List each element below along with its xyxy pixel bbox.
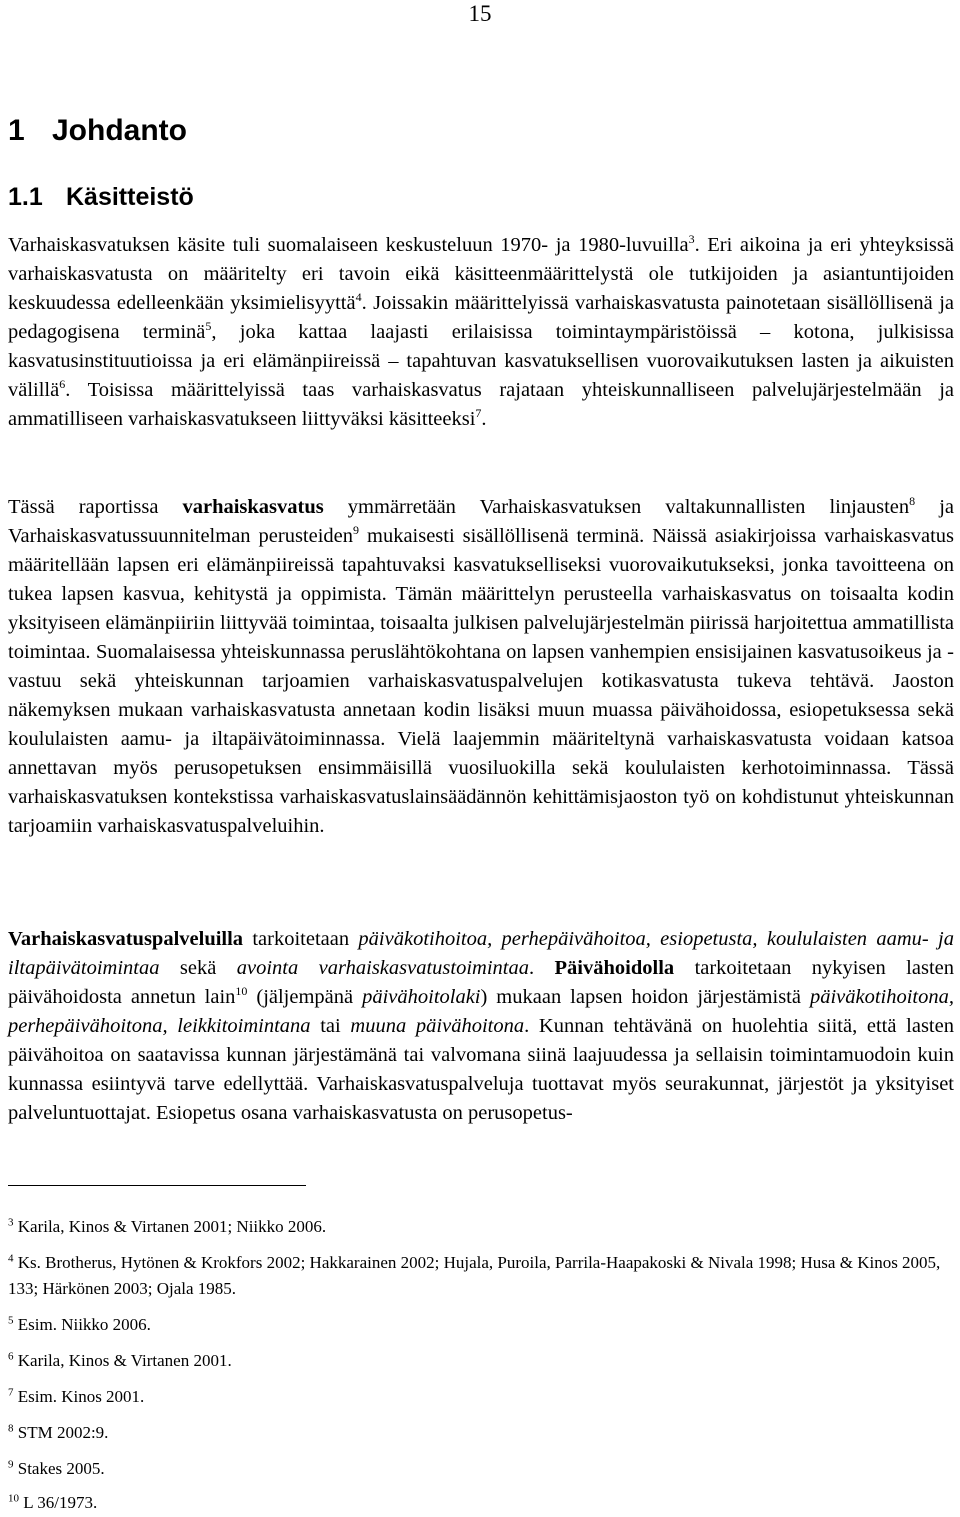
footnote-text: Esim. Kinos 2001.	[17, 1387, 145, 1406]
footnote-ref: 9	[353, 523, 360, 538]
footnote-number: 3	[8, 1216, 14, 1229]
footnote-text: Karila, Kinos & Virtanen 2001.	[17, 1351, 232, 1370]
footnote-ref: 6	[59, 377, 66, 392]
chapter-number: 1	[8, 114, 25, 147]
text-run: . Toisissa määrittelyissä taas varhaiskasvatus rajataan yhteiskunnalliseen palvelujärjestelmään ja ammatilliseen varhaiskasvatukseen liittyväksi käsitteeksi	[8, 379, 954, 430]
italic-term: päivähoitolaki	[362, 986, 481, 1008]
text-run: tarkoitetaan	[243, 928, 359, 950]
text-run: Varhaiskasvatuksen käsite tuli suomalaiseen keskusteluun 1970- ja 1980-luvuilla	[8, 234, 689, 256]
text-run: mukaisesti sisällöllisenä terminä. Näissä asiakirjoissa varhaiskasvatus määritellään lapsen eri elämänpiireissä tapahtuvaksi kasvatukselliseksi vuorovaikutukseksi, jonka tavoitteena on tukea lapsen kasvua, kehitystä ja oppimista. Tämän määrittelyn perusteella varhaiskasvatus on toisaalta kodin yksityiseen elämänpiiriin liittyvää toimintaa, toisaalta julkisen palvelujärjestelmän piirissä harjoitettua ammatillista toimintaa. Suomalaisessa yhteiskunnassa peruslähtökohtana on lapsen vanhempien ensisijainen kasvatusoikeus ja -vastuu sekä yhteiskunnan tarjoamien varhaiskasvatuspalvelujen kotikasvatusta tukeva tehtävä. Jaoston näkemyksen mukaan varhaiskasvatusta annetaan kodin lisäksi muun muassa päivähoidossa, esiopetuksessa sekä koululaisten aamu- ja iltapäivätoiminnassa. Vielä laajemmin määriteltynä varhaiskasvatusta voidaan katsoa annettavan myös perusopetuksen ensimmäisillä vuosiluokilla sekä koululaisten kerhotoiminnassa. Tässä varhaiskasvatuksen kontekstissa varhaiskasvatuslainsäädännön kehittämisjaoston työ on kohdistunut yhteiskunnan tarjoamiin varhaiskasvatuspalveluihin.	[8, 525, 954, 837]
footnote	[8, 1348, 954, 1374]
footnote-ref: 8	[909, 494, 916, 509]
paragraph-report-scope	[8, 493, 954, 841]
text-run: . Kunnan tehtävänä on huolehtia siitä, että lasten päivähoitoa on saatavissa kunnan järjestämänä tai valvomana siinä laajuudessa ja sellaisin toimintamuodoin kuin kunnassa esiintyvä tarve edellyttää. Varhaiskasvatuspalveluja tuottavat myös seurakunnat, järjestöt ja yksityiset palveluntuottajat. Esiopetus osana varhaiskasvatusta on perusopetus-	[8, 1015, 954, 1124]
footnote	[8, 1250, 954, 1302]
text-run: , joka kattaa laajasti erilaisissa toimintaympäristöissä – kotona, julkisissa kasvatusinstituutioissa ja eri elämänpiireissä – tapahtuvan kasvatuksellisen vuorovaikutuksen lasten ja aikuisten välillä	[8, 321, 954, 401]
italic-term: päiväkotihoitona, perhepäivähoitona, leikkitoimintana	[8, 986, 954, 1037]
text-run: .	[481, 408, 487, 430]
footnote-number: 7	[8, 1386, 14, 1399]
paragraph-definition	[8, 231, 954, 434]
paragraph-services	[8, 925, 954, 1128]
footnote	[8, 1384, 954, 1410]
chapter-heading	[8, 113, 187, 149]
bold-term: varhaiskasvatus	[182, 496, 324, 518]
italic-term: avointa varhaiskasvatustoimintaa	[236, 957, 529, 979]
text-run: sekä	[159, 957, 237, 979]
footnote-ref: 3	[688, 232, 695, 247]
footnote	[8, 1312, 954, 1338]
text-run: (jäljempänä	[247, 986, 363, 1008]
footnote-number: 6	[8, 1350, 14, 1363]
footnote-ref: 7	[475, 406, 482, 421]
section-title: Käsitteistö	[66, 183, 194, 211]
footnote-text: STM 2002:9.	[17, 1423, 109, 1442]
chapter-title: Johdanto	[52, 114, 187, 147]
footnote-number: 4	[8, 1252, 14, 1265]
footnote	[8, 1214, 954, 1240]
footnote-number: 8	[8, 1422, 14, 1435]
italic-term: päiväkotihoitoa, perhepäivähoitoa, esiopetusta, koululaisten aamu- ja iltapäivätoimintaa	[8, 928, 954, 979]
text-run: . Eri aikoina ja eri yhteyksissä varhaiskasvatusta on määritelty eri tavoin eikä käsitteenmäärittelystä ole tutkijoiden ja asiantuntijoiden keskuudessa edelleenkään yksimielisyyttä	[8, 234, 954, 314]
footnote-number: 5	[8, 1314, 14, 1327]
page-number: 15	[468, 1, 492, 26]
bold-term: Varhaiskasvatuspalveluilla	[8, 928, 244, 950]
section-number: 1.1	[8, 183, 43, 211]
text-run: tai	[310, 1015, 351, 1037]
text-run: ja Varhaiskasvatussuunnitelman perusteiden	[8, 496, 955, 547]
footnote-text: Ks. Brotherus, Hytönen & Krokfors 2002; Hakkarainen 2002; Hujala, Puroila, Parrila-Haapakoski & Nivala 1998; Husa & Kinos 2005, 133; Härkönen 2003; Ojala 1985.	[8, 1253, 941, 1298]
footnote-text: Karila, Kinos & Virtanen 2001; Niikko 2006.	[17, 1217, 327, 1236]
footnote-text: Esim. Niikko 2006.	[17, 1315, 151, 1334]
text-run: .	[528, 957, 555, 979]
footnote	[8, 1456, 954, 1482]
section-heading	[8, 181, 194, 213]
footnote-text: Stakes 2005.	[17, 1459, 105, 1478]
bold-term: Päivähoidolla	[554, 957, 675, 979]
footnote-number: 9	[8, 1458, 14, 1471]
footnote	[8, 1490, 954, 1516]
text-run: ) mukaan lapsen hoidon järjestämistä	[480, 986, 810, 1008]
footnote	[8, 1420, 954, 1446]
footnote-ref: 5	[205, 319, 212, 334]
text-run: tarkoitetaan nykyisen lasten päivähoidosta annetun lain	[8, 957, 954, 1008]
text-run: ymmärretään Varhaiskasvatuksen valtakunnallisten linjausten	[323, 496, 910, 518]
footnote-ref: 10	[235, 984, 248, 999]
footnote-separator	[8, 1185, 306, 1186]
footnote-ref: 4	[355, 290, 362, 305]
footnote-text: L 36/1973.	[23, 1493, 98, 1512]
italic-term: muuna päivähoitona	[350, 1015, 525, 1037]
footnote-number: 10	[8, 1492, 19, 1505]
text-run: Tässä raportissa	[8, 496, 183, 518]
text-run: . Joissakin määrittelyissä varhaiskasvatusta painotetaan sisällöllisenä ja pedagogisena terminä	[8, 292, 954, 343]
